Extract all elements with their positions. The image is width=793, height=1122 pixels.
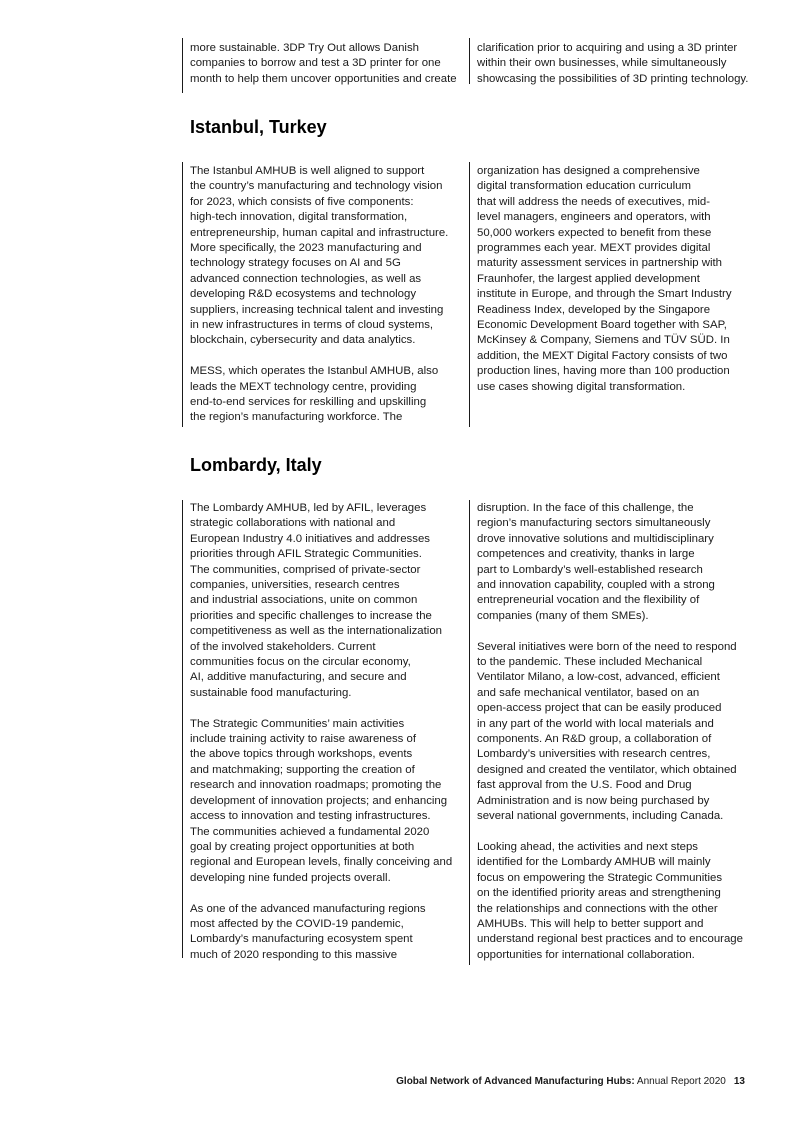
page-number: 13 bbox=[733, 1076, 745, 1087]
page-footer bbox=[396, 1076, 745, 1087]
paragraph: organization has designed a comprehensive digital transformation education curriculum that will address the needs of executives, mid- level managers, engineers and operators, with 50,000 workers expected to benefit from these programmes each year. MEXT provides digital maturity assessment services in partnership with Fraunhofer, the largest applied development institute in Europe, and through the Smart Industry Readiness Index, developed by the Singapore Economic Development Board together with SAP, McKinsey & Company, Siemens and TÜV SÜD. In addition, the MEXT Digital Factory consists of two production lines, having more than 100 production use cases showing digital transformation. bbox=[477, 165, 732, 393]
footer-report-subtitle: Annual Report 2020 bbox=[634, 1076, 726, 1087]
paragraph: Several initiatives were born of the need to respond to the pandemic. These included Mechanical Ventilator Milano, a low-cost, advanced, efficient and safe mechanical ventilator, based on an open-access project that can be easily produced in any part of the world with local materials and components. An R&D group, a collaboration of Lombardy’s universities with research centres, designed and created the ventilator, which obtained fast approval from the U.S. Food and Drug Administration and is now being purchased by several national governments, including Canada. bbox=[477, 640, 737, 823]
paragraph: more sustainable. 3DP Try Out allows Danish companies to borrow and test a 3D printer for one month to help them uncover opportunities and create bbox=[190, 42, 457, 85]
column-rule-right bbox=[469, 500, 470, 965]
paragraph: Looking ahead, the activities and next steps identified for the Lombardy AMHUB will mainly focus on empowering the Strategic Communities on the identified priority areas and strengthening the relationships and connections with the other AMHUBs. This will help to better support and understand regional best practices and to encourage opportunities for international collaboration. bbox=[477, 840, 743, 961]
column-rule-right bbox=[469, 162, 470, 427]
paragraph: The Lombardy AMHUB, led by AFIL, leverages strategic collaborations with national and European Industry 4.0 initiatives and addresses priorities through AFIL Strategic Communities. The communities, comprised of private-sector companies, universities, research centres and industrial associations, unite on common priorities and specific challenges to increase the competitiveness as well as the internationalization of the involved stakeholders. Current communities focus on the circular economy, AI, additive manufacturing, and secure and sustainable food manufacturing. bbox=[190, 502, 442, 699]
istanbul-right-column bbox=[477, 164, 757, 395]
top-right-column bbox=[477, 41, 757, 87]
paragraph: The Istanbul AMHUB is well aligned to support the country’s manufacturing and technology vision for 2023, which consists of five components: high-tech innovation, digital transformation, entrepreneurship, human capital and infrastructure. More specifically, the 2023 manufacturing and technology strategy focuses on AI and 5G advanced connection technologies, as well as developing R&D ecosystems and technology suppliers, increasing technical talent and investing in new infrastructures in terms of cloud systems, blockchain, cybersecurity and data analytics. bbox=[190, 165, 449, 347]
lombardy-right-column bbox=[477, 501, 757, 963]
top-left-column bbox=[190, 41, 462, 87]
paragraph: MESS, which operates the Istanbul AMHUB, also leads the MEXT technology centre, providing end-to-end services for reskilling and upskilling the region’s manufacturing workforce. The bbox=[190, 365, 439, 424]
column-rule-left bbox=[182, 162, 183, 427]
paragraph: The Strategic Communities’ main activities include training activity to raise awareness of the above topics through workshops, events and matchmaking; supporting the creation of research and innovation roadmaps; promoting the development of innovation projects; and enhancing access to innovation and testing infrastructures. The communities achieved a fundamental 2020 goal by creating project opportunities at both regional and European levels, finally conceiving and developing nine funded projects overall. bbox=[190, 717, 453, 884]
paragraph: clarification prior to acquiring and using a 3D printer within their own businesses, while simultaneously showcasing the possibilities of 3D printing technology. bbox=[477, 42, 749, 85]
istanbul-left-column bbox=[190, 164, 462, 426]
lombardy-left-column bbox=[190, 501, 462, 963]
column-rule-left bbox=[182, 500, 183, 958]
column-rule-left bbox=[182, 38, 183, 93]
paragraph: As one of the advanced manufacturing regions most affected by the COVID-19 pandemic, Lombardy’s manufacturing ecosystem spent much of 2020 responding to this massive bbox=[190, 902, 426, 961]
section-heading-lombardy: Lombardy, Italy bbox=[190, 455, 322, 475]
paragraph: disruption. In the face of this challenge, the region’s manufacturing sectors simultaneously drove innovative solutions and multidisciplinary competences and creativity, thanks in large part to Lombardy’s well-established research and innovation capability, coupled with a strong entrepreneurial vocation and the flexibility of companies (many of them SMEs). bbox=[477, 502, 715, 622]
column-rule-right bbox=[469, 38, 470, 84]
footer-report-title: Global Network of Advanced Manufacturing Hubs: bbox=[396, 1076, 635, 1087]
section-heading-istanbul: Istanbul, Turkey bbox=[190, 117, 327, 137]
